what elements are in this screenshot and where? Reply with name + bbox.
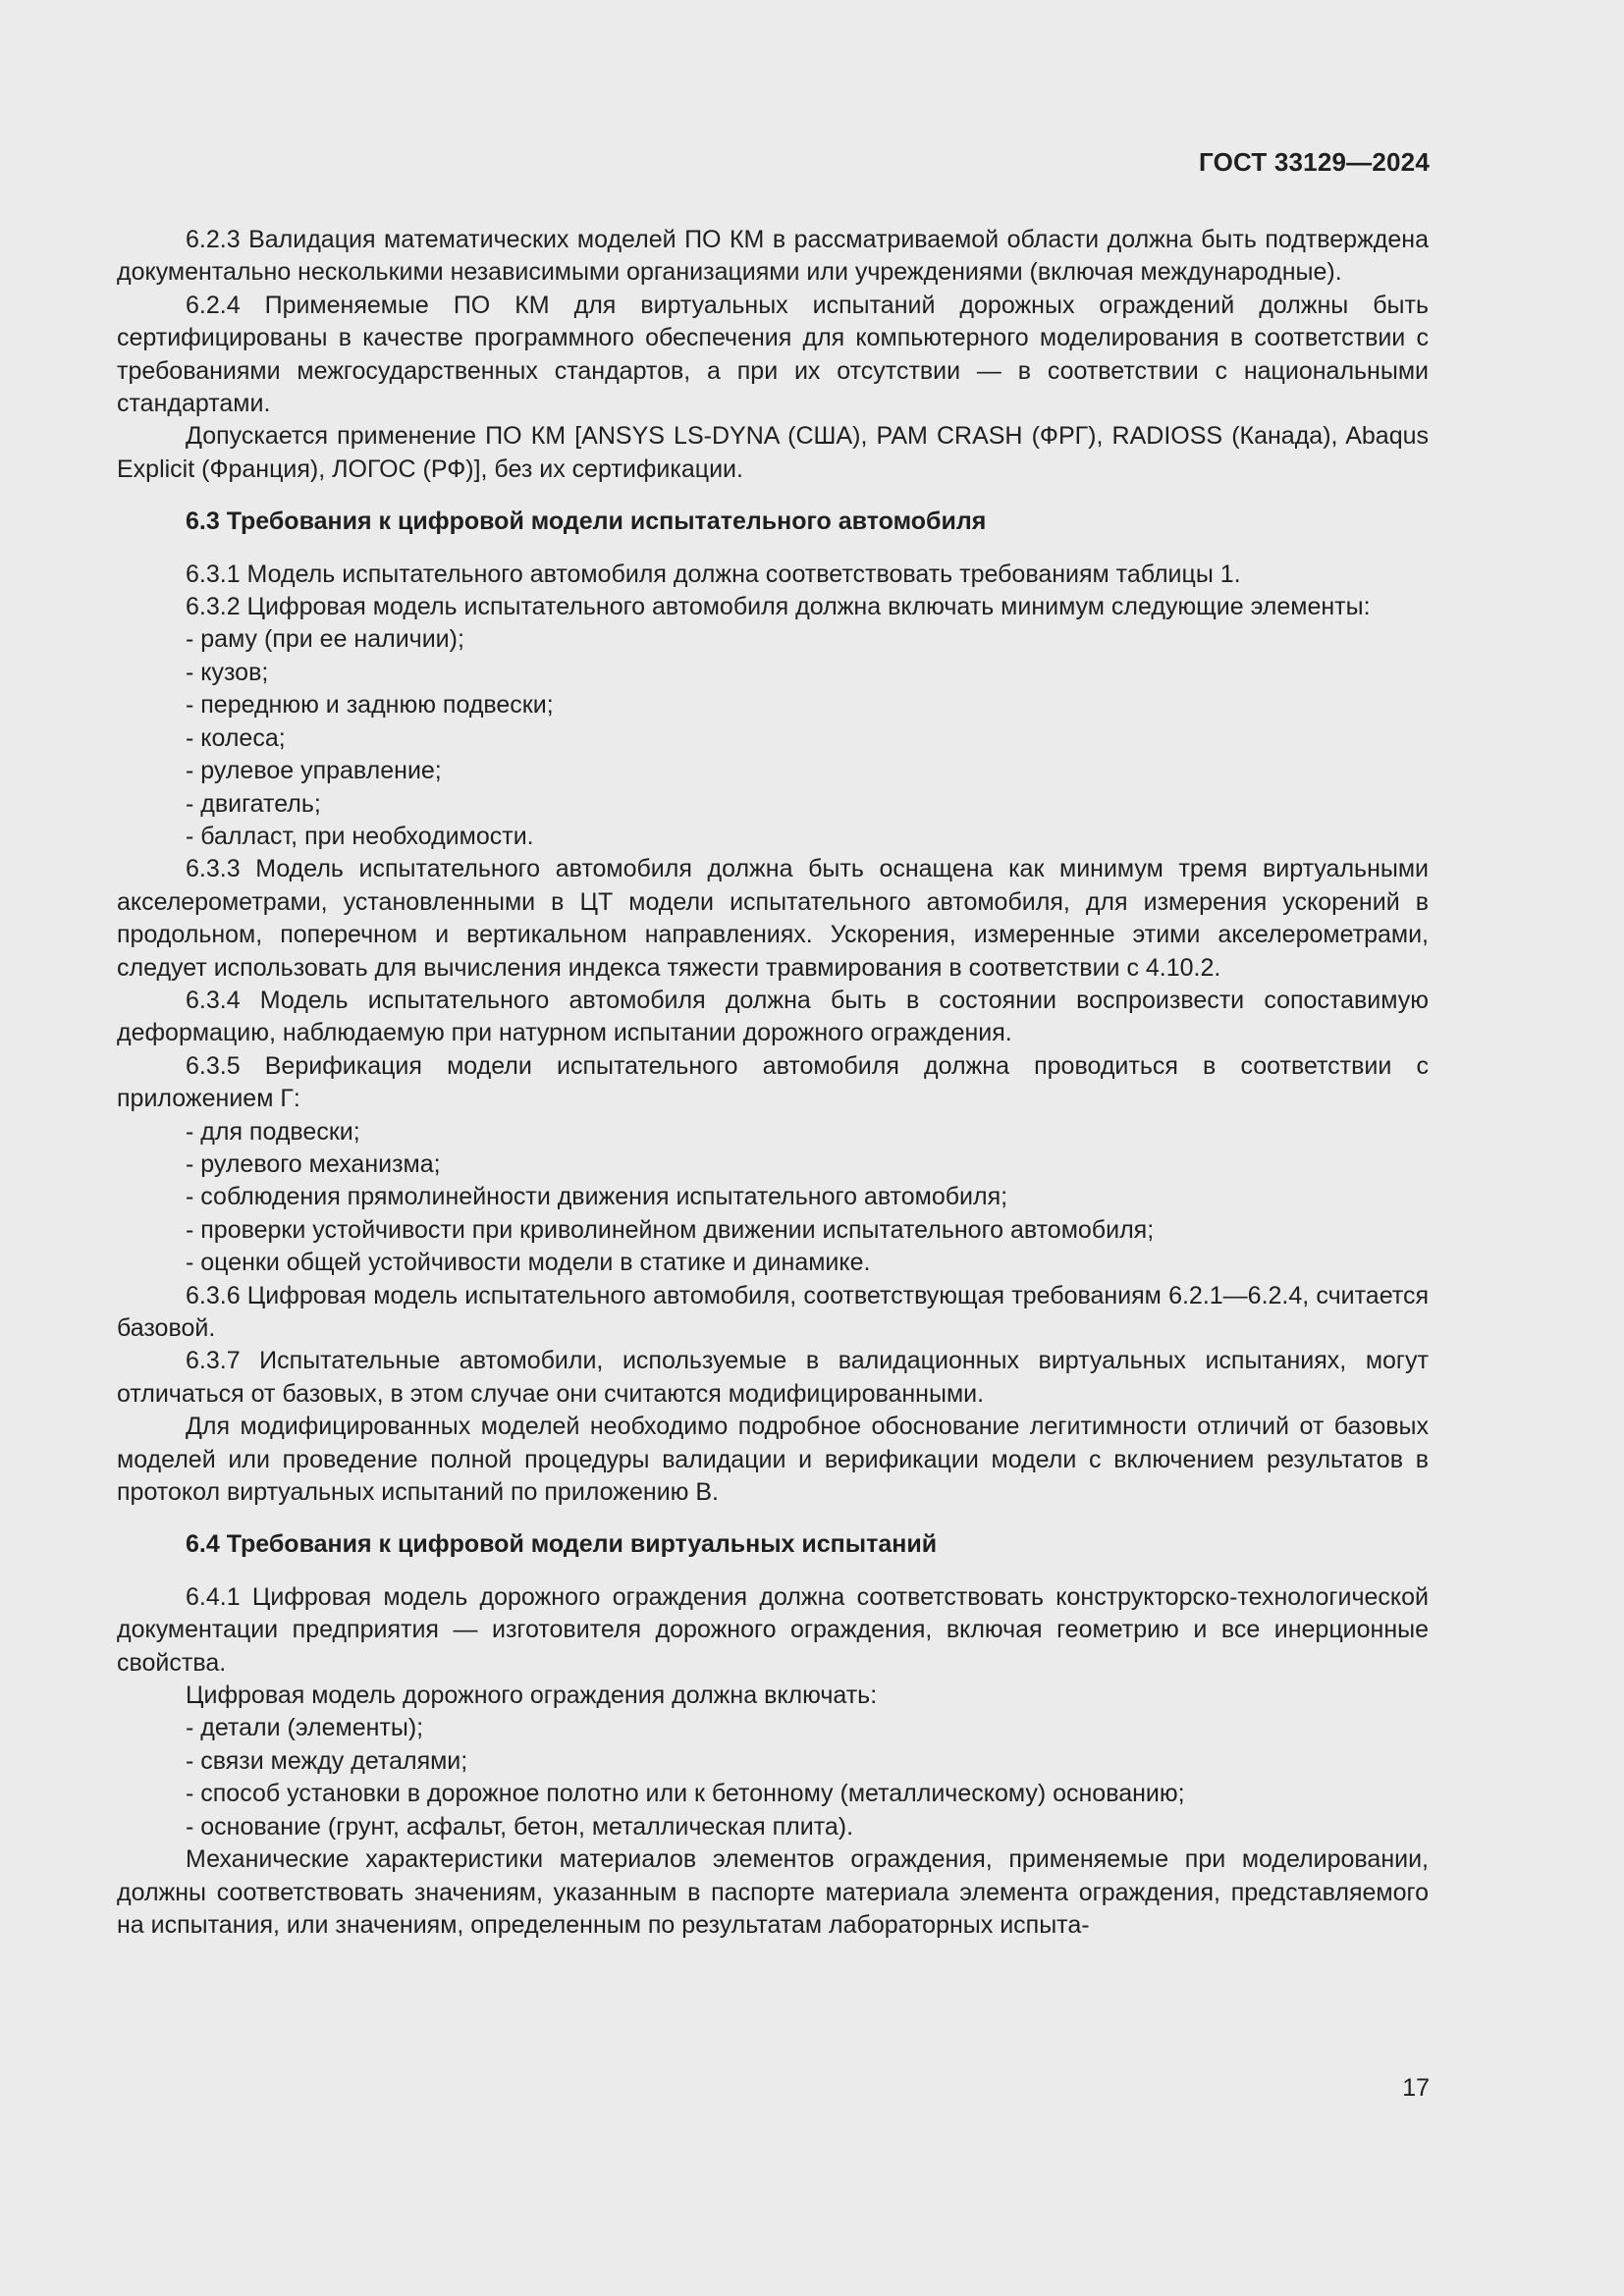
- paragraph-6-3-7: 6.3.7 Испытательные автомобили, используемые в валидационных виртуальных испытаниях, могут отличаться от базовых, в этом случае они считаются модифицированными.: [117, 1347, 1429, 1408]
- list-item: - оценки общей устойчивости модели в статике и динамике.: [186, 1249, 871, 1277]
- section-heading-6-3: 6.3 Требования к цифровой модели испытательного автомобиля: [186, 507, 987, 536]
- paragraph-6-3-2: 6.3.2 Цифровая модель испытательного автомобиля должна включать минимум следующие элементы:: [186, 593, 1371, 621]
- paragraph-6-3-1: 6.3.1 Модель испытательного автомобиля должна соответствовать требованиям таблицы 1.: [186, 560, 1241, 588]
- list-item: - рулевого механизма;: [186, 1149, 441, 1178]
- paragraph-6-2-4: 6.2.4 Применяемые ПО КМ для виртуальных испытаний дорожных ограждений должны быть сертифицированы в качестве программного обеспечения для компьютерного моделирования в соответствии с требованиями межгосударственных стандартов, а при их отсутствии — в соответствии с национальными стандартами.: [117, 291, 1429, 418]
- list-6-3-5: [117, 1116, 1429, 1280]
- list-item: - способ установки в дорожное полотно или к бетонному (металлическому) основанию;: [186, 1780, 1185, 1808]
- paragraph-6-4-1-mechanical: Механические характеристики материалов элементов ограждения, применяемые при моделировании, должны соответствовать значениям, указанным в паспорте материала элемента ограждения, представляемого на испытания, или значениям, определенным по результатам лабораторных испыта-: [117, 1845, 1429, 1939]
- paragraph-6-2-4-note: Допускается применение ПО КМ [ANSYS LS-DYNA (США), PAM CRASH (ФРГ), RADIOSS (Канада), Abaqus Explicit (Франция), ЛОГОС (РФ)], без их сертификации.: [117, 422, 1429, 483]
- list-item: - детали (элементы);: [186, 1714, 424, 1742]
- paragraph-6-3-5: 6.3.5 Верификация модели испытательного автомобиля должна проводиться в соответствии с приложением Г:: [117, 1051, 1429, 1113]
- list-item: - соблюдения прямолинейности движения испытательного автомобиля;: [186, 1183, 1008, 1211]
- list-6-4-1: [117, 1712, 1429, 1843]
- section-heading-6-4: 6.4 Требования к цифровой модели виртуальных испытаний: [186, 1530, 938, 1559]
- paragraph-6-2-3: 6.2.3 Валидация математических моделей ПО КМ в рассматриваемой области должна быть подтверждена документально несколькими независимыми организациями или учреждениями (включая международные).: [117, 226, 1429, 287]
- document-code: ГОСТ 33129—2024: [1199, 147, 1430, 177]
- paragraph-6-3-4: 6.3.4 Модель испытательного автомобиля должна быть в состоянии воспроизвести сопоставимую деформацию, наблюдаемую при натурном испытании дорожного ограждения.: [117, 986, 1429, 1047]
- main-content: [117, 224, 1429, 1942]
- list-item: - переднюю и заднюю подвески;: [186, 691, 554, 720]
- paragraph-6-3-7-note: Для модифицированных моделей необходимо подробное обоснование легитимности отличий от базовых моделей или проведение полной процедуры валидации и верификации модели с включением результатов в протокол виртуальных испытаний по приложению В.: [117, 1413, 1429, 1507]
- list-item: - кузов;: [186, 658, 269, 686]
- list-item: - проверки устойчивости при криволинейном движении испытательного автомобиля;: [186, 1215, 1155, 1244]
- page-number: 17: [1402, 2074, 1430, 2102]
- list-item: - основание (грунт, асфальт, бетон, металлическая плита).: [186, 1812, 854, 1841]
- paragraph-6-3-6: 6.3.6 Цифровая модель испытательного автомобиля, соответствующая требованиям 6.2.1—6.2.4, считается базовой.: [117, 1281, 1429, 1342]
- list-item: - связи между деталями;: [186, 1746, 468, 1775]
- list-item: - для подвески;: [186, 1117, 360, 1146]
- list-item: - рулевое управление;: [186, 757, 442, 785]
- list-item: - колеса;: [186, 723, 286, 752]
- list-6-3-2: [117, 623, 1429, 853]
- paragraph-6-4-1: 6.4.1 Цифровая модель дорожного ограждения должна соответствовать конструкторско-технологической документации предприятия — изготовителя дорожного ограждения, включая геометрию и все инерционные свойства.: [117, 1582, 1429, 1677]
- list-item: - раму (при ее наличии);: [186, 625, 464, 654]
- paragraph-6-4-1-intro: Цифровая модель дорожного ограждения должна включать:: [186, 1682, 878, 1710]
- paragraph-6-3-3: 6.3.3 Модель испытательного автомобиля должна быть оснащена как минимум тремя виртуальными акселерометрами, установленными в ЦТ модели испытательного автомобиля, для измерения ускорений в продольном, поперечном и вертикальном направлениях. Ускорения, измеренные этими акселерометрами, следует использовать для вычисления индекса тяжести травмирования в соответствии с 4.10.2.: [117, 855, 1429, 982]
- list-item: - двигатель;: [186, 789, 321, 818]
- list-item: - балласт, при необходимости.: [186, 822, 534, 850]
